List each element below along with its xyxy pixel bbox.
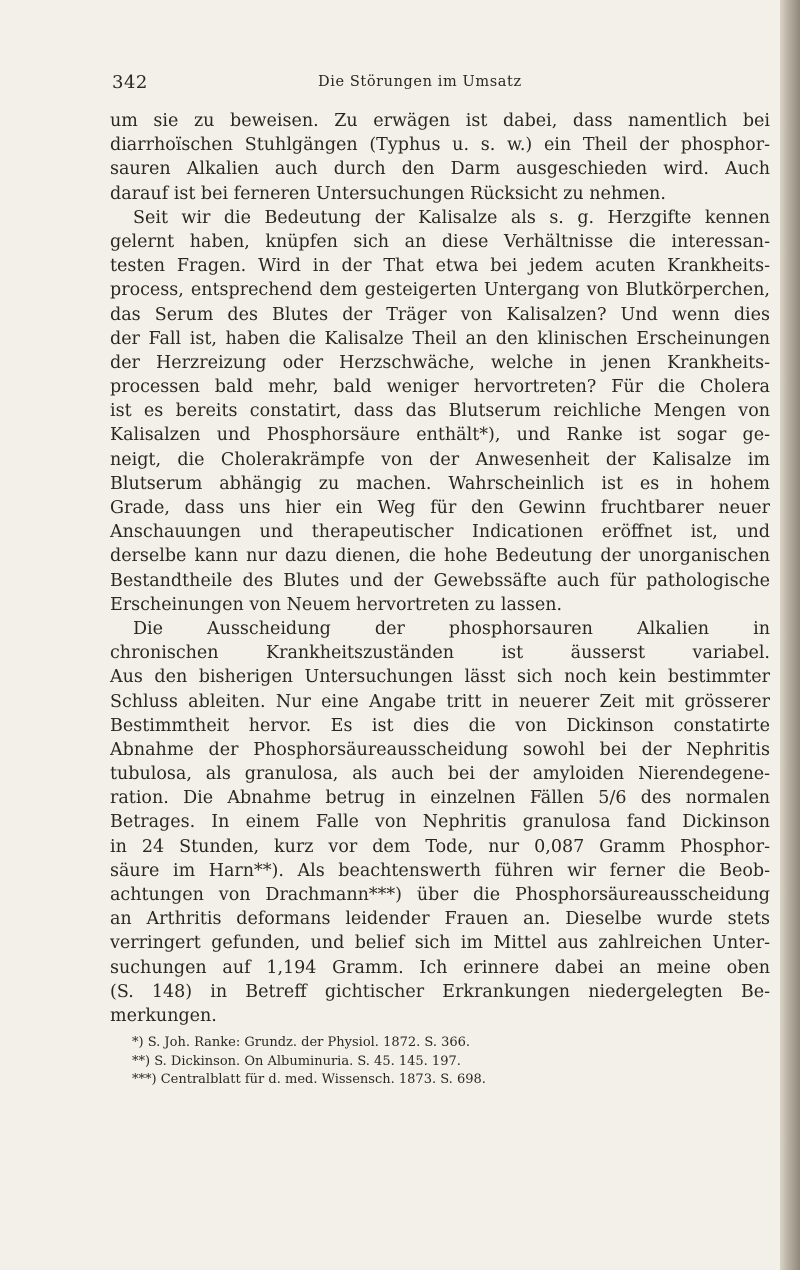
text-line: Erscheinungen von Neuem hervortreten zu lassen. xyxy=(110,594,563,615)
text-line: merkungen. xyxy=(110,1005,217,1026)
text-line: Abnahme der Phosphorsäureausscheidung sowohl bei der Nephritis xyxy=(110,739,770,760)
text-line: Grade, dass uns hier ein Weg für den Gewinn fruchtbarer neuer xyxy=(110,498,770,518)
text-line: Blutserum abhängig zu machen. Wahrscheinlich ist es in hohem xyxy=(110,473,770,494)
text-line: der Herzreizung oder Herzschwäche, welche in jenen Krankheits- xyxy=(110,352,770,373)
text-line: neigt, die Cholerakrämpfe von der Anwesenheit der Kalisalze im xyxy=(110,449,770,470)
text-line: ist es bereits constatirt, dass das Blutserum reichliche Mengen von xyxy=(110,401,770,422)
text-line: Aus den bisherigen Untersuchungen lässt sich noch kein bestimmter xyxy=(110,667,770,688)
text-line: das Serum des Blutes der Träger von Kalisalzen? Und wenn dies xyxy=(110,304,770,325)
text-line: Schluss ableiten. Nur eine Angabe tritt in neuerer Zeit mit grösserer xyxy=(110,691,770,712)
text-line: der Fall ist, haben die Kalisalze Theil an den klinischen Erscheinungen xyxy=(110,328,770,349)
text-line: in 24 Stunden, kurz vor dem Tode, nur 0,087 Gramm Phosphor- xyxy=(110,836,770,857)
text-line: um sie zu beweisen. Zu erwägen ist dabei, dass namentlich bei xyxy=(110,111,770,131)
text-line: chronischen Krankheitszuständen ist äusserst variabel. xyxy=(110,643,770,664)
text-line: Bestandtheile des Blutes und der Gewebssäfte auch für pathologische xyxy=(110,570,770,591)
page-number: 342 xyxy=(112,72,148,93)
text-line: Betrages. In einem Falle von Nephritis granulosa fand Dickinson xyxy=(110,812,770,833)
footnote: **) S. Dickinson. On Albuminuria. S. 45. 145. 197. xyxy=(132,1053,461,1069)
footnote: ***) Centralblatt für d. med. Wissensch. 1873. S. 698. xyxy=(132,1072,486,1088)
text-line: verringert gefunden, und belief sich im Mittel aus zahlreichen Unter- xyxy=(110,933,770,954)
text-line: säure im Harn**). Als beachtenswerth führen wir ferner die Beob- xyxy=(110,860,770,881)
page-header xyxy=(0,72,780,96)
text-line: (S. 148) in Betreff gichtischer Erkrankungen niedergelegten Be- xyxy=(110,981,770,1002)
text-line: derselbe kann nur dazu dienen, die hohe Bedeutung der unorganischen xyxy=(110,546,770,567)
text-line: diarrhoïschen Stuhlgängen (Typhus u. s. w.) ein Theil der phosphor- xyxy=(110,135,770,156)
body-text xyxy=(110,109,770,1090)
text-line: Kalisalzen und Phosphorsäure enthält*), und Ranke ist sogar ge- xyxy=(110,425,770,446)
text-line: process, entsprechend dem gesteigerten Untergang von Blutkörperchen, xyxy=(110,280,770,301)
text-line: suchungen auf 1,194 Gramm. Ich erinnere dabei an meine oben xyxy=(110,957,770,978)
text-line: gelernt haben, knüpfen sich an diese Verhältnisse die interessan- xyxy=(110,231,770,252)
text-line: achtungen von Drachmann***) über die Phosphorsäureausscheidung xyxy=(110,885,770,905)
text-line: darauf ist bei ferneren Untersuchungen Rücksicht zu nehmen. xyxy=(110,183,666,204)
text-line: Seit wir die Bedeutung der Kalisalze als s. g. Herzgifte kennen xyxy=(133,207,770,228)
footnote: *) S. Joh. Ranke: Grundz. der Physiol. 1872. S. 366. xyxy=(132,1035,471,1051)
text-line: processen bald mehr, bald weniger hervortreten? Für die Cholera xyxy=(110,377,770,398)
text-line: an Arthritis deformans leidender Frauen an. Dieselbe wurde stets xyxy=(110,909,770,930)
text-line: testen Fragen. Wird in der That etwa bei jedem acuten Krankheits- xyxy=(110,256,770,277)
text-line: ration. Die Abnahme betrug in einzelnen Fällen 5/6 des normalen xyxy=(110,788,770,809)
running-head: Die Störungen im Umsatz xyxy=(318,74,522,90)
text-line: Anschauungen und therapeutischer Indicationen eröffnet ist, und xyxy=(110,522,770,543)
footnotes xyxy=(110,1034,770,1090)
text-line: Bestimmtheit hervor. Es ist dies die von Dickinson constatirte xyxy=(110,715,770,736)
text-line: sauren Alkalien auch durch den Darm ausgeschieden wird. Auch xyxy=(110,159,770,180)
page-edge-shadow xyxy=(780,0,800,1270)
text-line: Die Ausscheidung der phosphorsauren Alkalien in xyxy=(133,618,770,639)
text-line: tubulosa, als granulosa, als auch bei der amyloiden Nierendegene- xyxy=(110,764,770,785)
